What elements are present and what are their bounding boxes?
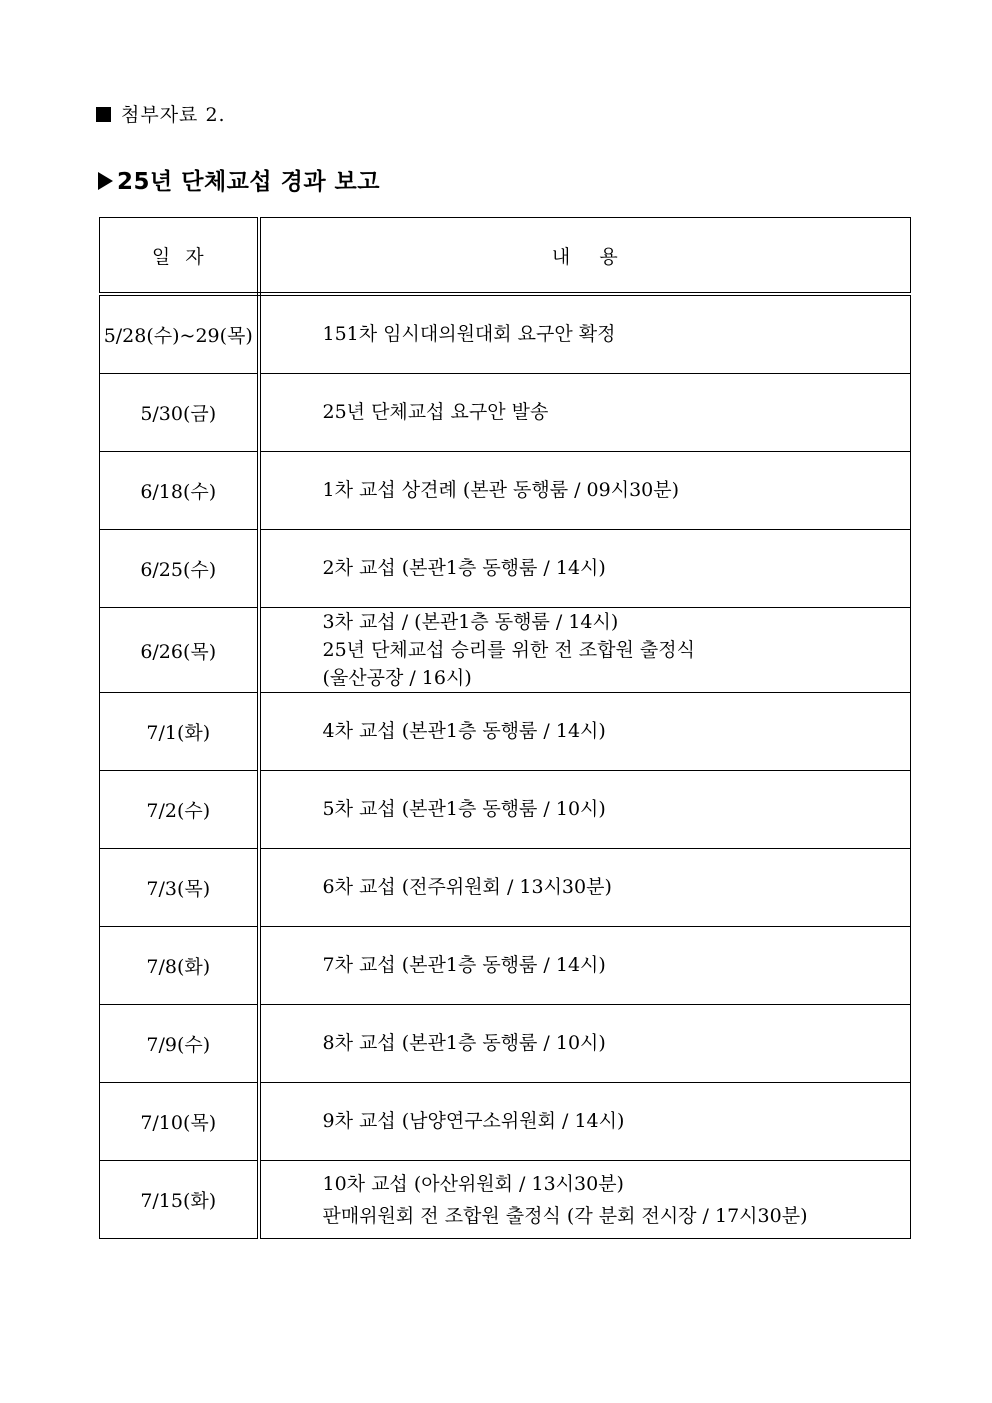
row-content (259, 771, 911, 849)
row-content (259, 927, 911, 1005)
row-content (259, 1005, 911, 1083)
row-content-line: 3차 교섭 / (본관1층 동행룸 / 14시) (322, 611, 619, 633)
row-content-line: 9차 교섭 (남양연구소위원회 / 14시) (322, 1110, 625, 1132)
row-content-line: 10차 교섭 (아산위원회 / 13시30분) (322, 1172, 624, 1195)
table-header-row (100, 218, 911, 295)
row-date: 6/18(수) (100, 452, 259, 530)
table-row (100, 608, 911, 693)
row-content (259, 1161, 911, 1239)
row-date: 7/10(목) (100, 1083, 259, 1161)
table-row (100, 693, 911, 771)
attachment-label-text: 첨부자료 2. (121, 104, 226, 126)
table-row (100, 530, 911, 608)
row-date: 5/30(금) (100, 374, 259, 452)
attachment-label (96, 102, 226, 128)
row-date: 5/28(수)~29(목) (100, 294, 259, 374)
row-content (259, 693, 911, 771)
row-date: 7/15(화) (100, 1161, 259, 1239)
row-content-line: 151차 임시대의원대회 요구안 확정 (322, 323, 616, 345)
row-date: 6/25(수) (100, 530, 259, 608)
black-square-icon (96, 107, 111, 122)
row-content (259, 294, 911, 374)
row-content-line: 7차 교섭 (본관1층 동행룸 / 14시) (322, 954, 606, 976)
table-row (100, 771, 911, 849)
table-row (100, 294, 911, 374)
row-date: 7/3(목) (100, 849, 259, 927)
header-date: 일 자 (100, 218, 259, 295)
table-row (100, 1005, 911, 1083)
row-content-line: 4차 교섭 (본관1층 동행룸 / 14시) (322, 720, 606, 742)
right-triangle-icon (98, 172, 113, 190)
row-date: 6/26(목) (100, 608, 259, 693)
row-date: 7/9(수) (100, 1005, 259, 1083)
section-title (98, 165, 380, 199)
row-content-line: 5차 교섭 (본관1층 동행룸 / 10시) (322, 798, 606, 820)
row-content (259, 1083, 911, 1161)
row-content-line: 2차 교섭 (본관1층 동행룸 / 14시) (322, 557, 606, 579)
row-content (259, 452, 911, 530)
row-content (259, 530, 911, 608)
row-content-line: 8차 교섭 (본관1층 동행룸 / 10시) (322, 1032, 606, 1054)
table-row (100, 849, 911, 927)
row-date: 7/8(화) (100, 927, 259, 1005)
schedule-table (99, 217, 911, 1239)
table-row (100, 374, 911, 452)
row-content-line: 25년 단체교섭 승리를 위한 전 조합원 출정식 (322, 639, 695, 661)
table-row (100, 1083, 911, 1161)
row-date: 7/2(수) (100, 771, 259, 849)
table-row (100, 1161, 911, 1239)
section-title-text: 25년 단체교섭 경과 보고 (117, 169, 380, 195)
row-content-line: 25년 단체교섭 요구안 발송 (322, 401, 549, 423)
row-date: 7/1(화) (100, 693, 259, 771)
table-row (100, 452, 911, 530)
row-content (259, 608, 911, 693)
header-content: 내 용 (259, 218, 911, 295)
row-content-line: 1차 교섭 상견례 (본관 동행룸 / 09시30분) (322, 479, 680, 501)
row-content-line: 판매위원회 전 조합원 출정식 (각 분회 전시장 / 17시30분) (322, 1204, 808, 1227)
row-content (259, 849, 911, 927)
row-content-line: 6차 교섭 (전주위원회 / 13시30분) (322, 876, 612, 898)
row-content-line: (울산공장 / 16시) (322, 667, 472, 689)
table-row (100, 927, 911, 1005)
row-content (259, 374, 911, 452)
